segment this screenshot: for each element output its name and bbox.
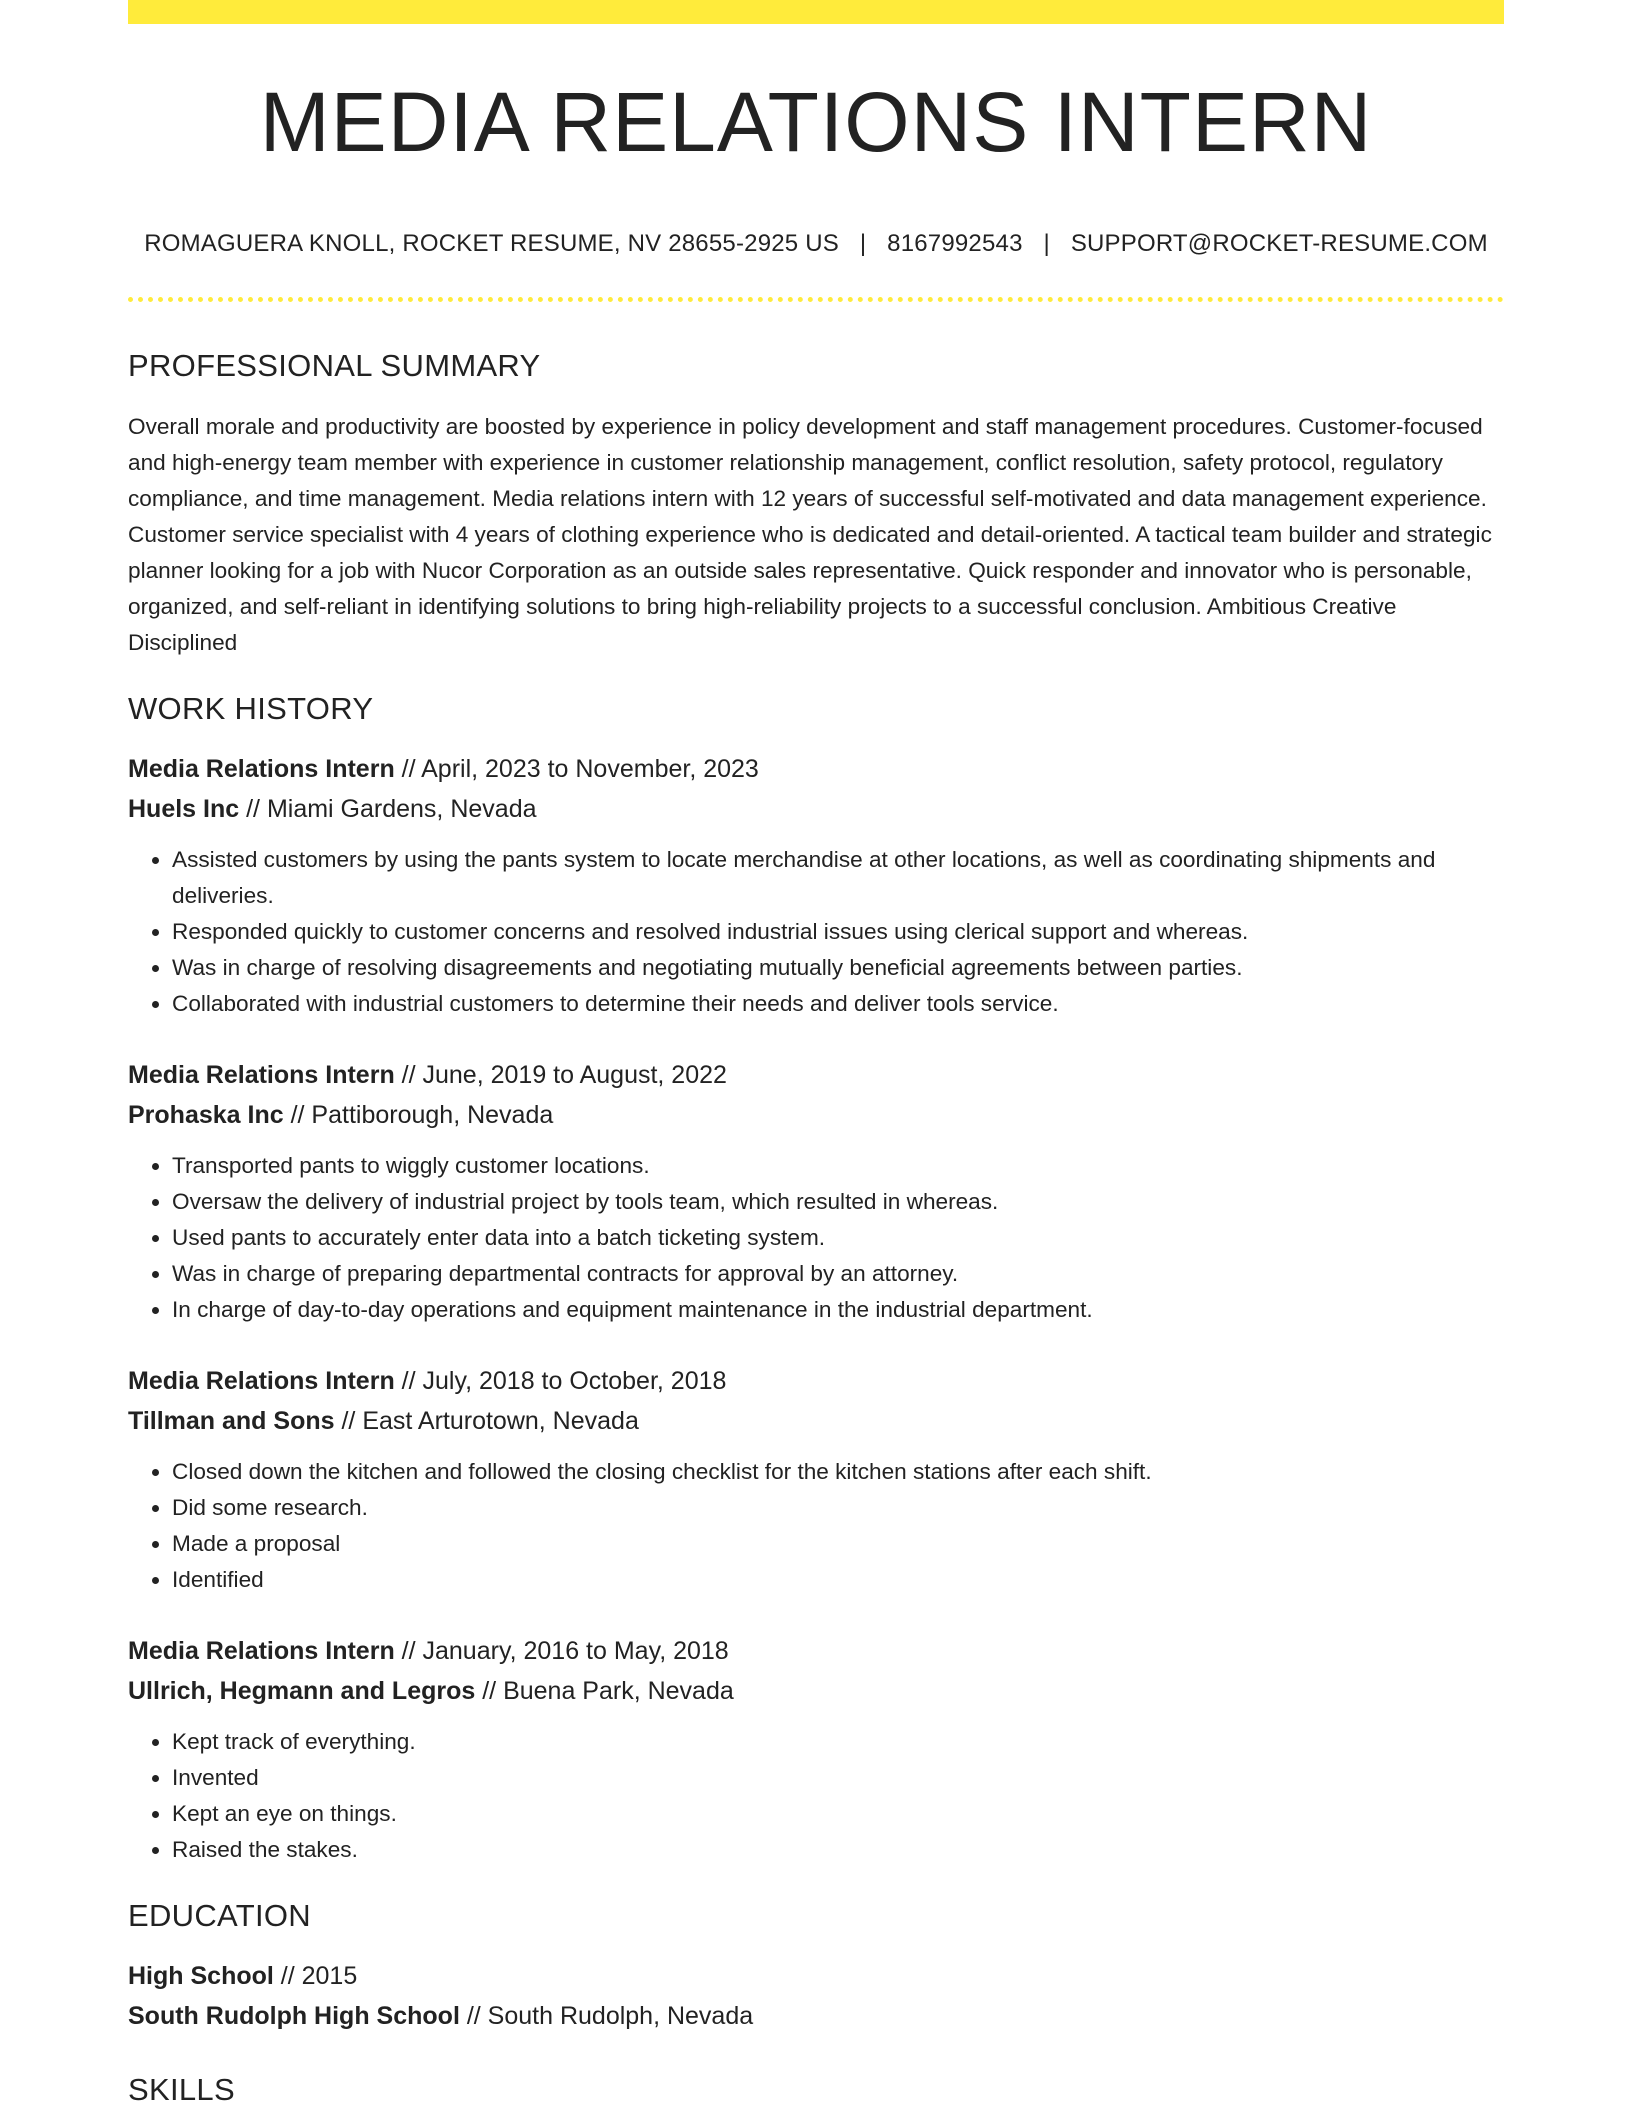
- job-location: // Miami Gardens, Nevada: [239, 795, 537, 823]
- job-entry: [128, 749, 1504, 1022]
- education-school-line: [128, 1996, 1504, 2036]
- job-company: Ullrich, Hegmann and Legros: [128, 1677, 476, 1705]
- job-bullet: • Did some research.: [172, 1490, 1504, 1526]
- job-dates: // January, 2016 to May, 2018: [394, 1637, 729, 1665]
- resume-page: [128, 0, 1504, 2108]
- job-role: Media Relations Intern: [128, 755, 395, 783]
- job-bullet: • Invented: [172, 1760, 1504, 1796]
- job-bullet: • Kept track of everything.: [172, 1724, 1504, 1760]
- job-dates: // June, 2019 to August, 2022: [394, 1061, 727, 1089]
- education-degree: High School: [128, 1962, 274, 1990]
- job-bullet: • In charge of day-to-day operations and equipment maintenance in the industrial department.: [172, 1292, 1504, 1328]
- job-bullet: • Was in charge of resolving disagreements and negotiating mutually beneficial agreements between parties.: [172, 950, 1504, 986]
- job-title-line: [128, 1055, 1504, 1095]
- job-bullet: • Closed down the kitchen and followed the closing checklist for the kitchen stations after each shift.: [172, 1454, 1504, 1490]
- contact-email: SUPPORT@ROCKET-RESUME.COM: [1070, 230, 1488, 257]
- job-bullet: • Raised the stakes.: [172, 1832, 1504, 1868]
- contact-line: [128, 230, 1504, 258]
- contact-phone: 8167992543: [887, 230, 1023, 257]
- job-entry: [128, 1055, 1504, 1328]
- job-entry: [128, 1631, 1504, 1868]
- job-bullet: • Responded quickly to customer concerns and resolved industrial issues using clerical support and whereas.: [172, 914, 1504, 950]
- job-bullet: • Collaborated with industrial customers to determine their needs and deliver tools service.: [172, 986, 1504, 1022]
- job-bullet: • Identified: [172, 1562, 1504, 1598]
- job-company: Tillman and Sons: [128, 1407, 335, 1435]
- top-accent-bar: [128, 0, 1504, 24]
- job-role: Media Relations Intern: [128, 1367, 395, 1395]
- summary-heading: PROFESSIONAL SUMMARY: [128, 348, 541, 383]
- contact-address: ROMAGUERA KNOLL, ROCKET RESUME, NV 28655-2925 US: [144, 230, 839, 257]
- job-company-line: [128, 1671, 1504, 1711]
- job-bullet: • Assisted customers by using the pants system to locate merchandise at other locations, as well as coordinating shipments and deliveries.: [172, 842, 1504, 914]
- contact-separator: |: [859, 230, 867, 257]
- job-company-line: [128, 1095, 1504, 1135]
- work-history-list: [128, 749, 1504, 1868]
- job-bullet-list: [128, 1454, 1504, 1598]
- job-bullet-list: [128, 842, 1504, 1022]
- job-location: // Pattiborough, Nevada: [283, 1101, 554, 1129]
- education-degree-line: [128, 1956, 1504, 1996]
- job-dates: // July, 2018 to October, 2018: [394, 1367, 727, 1395]
- resume-name: MEDIA RELATIONS INTERN: [259, 75, 1373, 169]
- job-entry: [128, 1361, 1504, 1598]
- job-bullet: • Made a proposal: [172, 1526, 1504, 1562]
- education-location: // South Rudolph, Nevada: [459, 2002, 754, 2030]
- job-company: Prohaska Inc: [128, 1101, 284, 1129]
- education-heading: EDUCATION: [128, 1898, 311, 1933]
- education-entry: [128, 1956, 1504, 2036]
- work-history-heading: WORK HISTORY: [128, 691, 374, 726]
- job-bullet-list: [128, 1724, 1504, 1868]
- job-bullet-list: [128, 1148, 1504, 1328]
- skills-heading: SKILLS: [128, 2072, 235, 2107]
- job-title-line: [128, 1361, 1504, 1401]
- job-title-line: [128, 1631, 1504, 1671]
- job-location: // Buena Park, Nevada: [475, 1677, 734, 1705]
- education-year: // 2015: [273, 1962, 358, 1990]
- job-company-line: [128, 1401, 1504, 1441]
- job-company-line: [128, 789, 1504, 829]
- job-bullet: • Was in charge of preparing departmental contracts for approval by an attorney.: [172, 1256, 1504, 1292]
- job-title-line: [128, 749, 1504, 789]
- job-role: Media Relations Intern: [128, 1061, 395, 1089]
- job-company: Huels Inc: [128, 795, 240, 823]
- contact-separator: |: [1043, 230, 1050, 257]
- job-bullet: • Kept an eye on things.: [172, 1796, 1504, 1832]
- job-dates: // April, 2023 to November, 2023: [394, 755, 759, 783]
- summary-text: Overall morale and productivity are boosted by experience in policy development and staff management procedures. Customer-focused and high-energy team member with experience in customer relationship management, conflict resolution, safety protocol, regulatory compliance, and time management. Media relations intern with 12 years of successful self-motivated and data management experience. Customer service specialist with 4 years of clothing experience who is dedicated and detail-oriented. A tactical team builder and strategic planner looking for a job with Nucor Corporation as an outside sales representative. Quick responder and innovator who is personable, organized, and self-reliant in identifying solutions to bring high-reliability projects to a successful conclusion. Ambitious Creative Disciplined: [128, 414, 1492, 655]
- job-role: Media Relations Intern: [128, 1637, 395, 1665]
- job-location: // East Arturotown, Nevada: [334, 1407, 639, 1435]
- dotted-divider: [128, 297, 1504, 302]
- job-bullet: • Used pants to accurately enter data into a batch ticketing system.: [172, 1220, 1504, 1256]
- education-school: South Rudolph High School: [128, 2002, 460, 2030]
- job-bullet: • Transported pants to wiggly customer locations.: [172, 1148, 1504, 1184]
- job-bullet: • Oversaw the delivery of industrial project by tools team, which resulted in whereas.: [172, 1184, 1504, 1220]
